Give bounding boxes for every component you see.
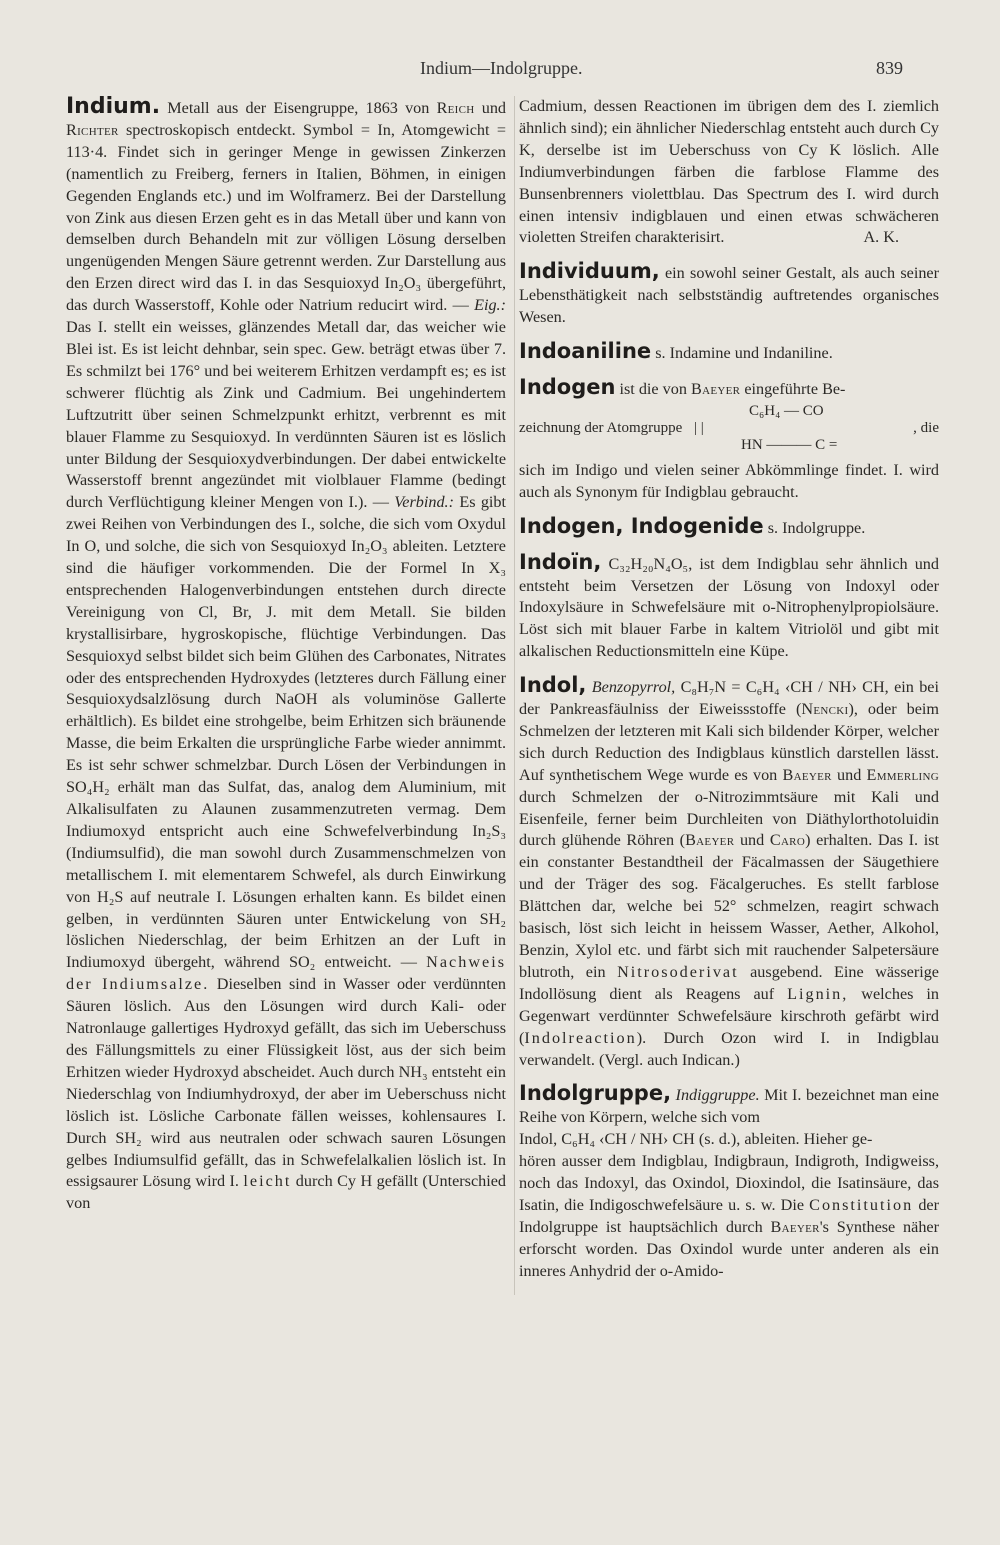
- text: durch Schmelzen der o-Nitrozimmtsäure mit Kali und Eisenfeile, ferner beim Durchleiten von Diäthylorthotoluidin durch glühende Röhren (: [519, 787, 939, 850]
- text: und: [734, 831, 770, 850]
- entry-individuum: [519, 261, 939, 329]
- formula-mid: [519, 420, 939, 437]
- formula: Indol, C₆H₄ ‹CH / NH› CH (s. d.), ableiten. Hieher ge-: [519, 1130, 873, 1149]
- entry-head-indolgruppe: Indolgruppe,: [519, 1081, 672, 1106]
- author-baeyer: Baeyer: [691, 379, 741, 398]
- entry-head-individuum: Individuum,: [519, 259, 660, 284]
- text: Das I. stellt ein weisses, glänzendes Metall dar, das weicher wie Blei ist. Es ist leicht dehnbar, sein spec. Gew. beträgt etwas über 7. Es schmilzt bei 176° und bei weiterem Erhitzen verdampft es; es ist schwerer flüchtig als Zink und Cadmium. Bei ungehindertem Luftzutritt über seinen Schmelzpunkt erhitzt, verbrennt es mit blauer Flamme zu Sesquioxyd. In verdünnten Säuren ist es löslich unter Bildung der Sesquioxydverbindungen. Der dabei entwickelte Wasserstoff brennt angezündet mit violblauer Flamme (bedingt durch Verflüchtigung kleiner Mengen von I.). —: [66, 318, 506, 512]
- entry-head-indogen: Indogen: [519, 374, 616, 399]
- entry-head-indium: Indium.: [66, 94, 161, 119]
- text: Mit I. bezeichnet man eine Reihe von Körpern, welche sich vom: [519, 1086, 939, 1127]
- entry-head-indol: Indol,: [519, 673, 587, 698]
- text: Es gibt zwei Reihen von Verbindungen des I., solche, die sich vom Oxydul In O, und solche, die sich von Sesquioxyd In₂O₃ ableiten. Letztere sind die häufiger vorkommenden. Die der Formel In X₃ entsprechenden Halogenverbindungen entstehen durch directe Vereinigung von Cl, Br, J. mit dem Metall. Sie bilden krystallisirbare, hygroskopische, flüchtige Verbindungen. Das Sesquioxyd selbst bildet sich beim Glühen des Carbonates, Nitrates oder des entsprechenden Hydroxydes (letzteres durch Fällung einer Sesquioxydsalzlösung durch NaOH als voluminöse Gallerte erhältlich). Es bildet eine strohgelbe, beim Erhitzen sich bräunende Masse, die beim Erkalten die ursprüngliche Farbe wieder annimmt. Es ist sehr schwer schmelzbar. Durch Lösen der Verbindungen in SO₄H₂ erhält man das Sulfat, das, analog dem Aluminium, mit Alkalisulfaten zu Alaunen zusammenzutreten vermag. Dem Indiumoxyd entspricht auch eine Schwefelverbindung In₂S₃ (Indiumsulfid), die man sowohl durch Zusammenschmelzen von metallischem I. mit elementarem Schwefel, als durch Einwirkung von H₂S auf neutrale I. Lösungen erhalten kann. Es bildet einen gelben, in verdünnten Säuren unter Entwickelung von SH₂ löslichen Niederschlag, der beim Erhitzen an der Luft in Indiumoxyd übergeht, während SO₂ entweicht. —: [66, 493, 506, 972]
- text: welches in Gegenwart verdünnter Schwefelsäure kirschroth gefärbt wird (: [519, 984, 939, 1047]
- label-eig: Eig.:: [474, 296, 506, 315]
- indogen-formula: [519, 403, 939, 454]
- entry-indol: [519, 675, 939, 1071]
- text: hören ausser dem Indigblau, Indigbraun, Indigroth, Indigweiss, noch das Indoxyl, das Oxindol, Dioxindol, die Isatinsäure, das Isatin, die Indigoschwefelsäure u. s. w. Die: [519, 1152, 939, 1214]
- word-lignin: Lignin,: [787, 984, 849, 1003]
- entry-indogen: [519, 374, 939, 504]
- alt-name: Indiggruppe.: [671, 1086, 760, 1105]
- word-constitution: Constitution: [809, 1195, 914, 1214]
- text: ). Durch Ozon wird I. in Indigblau verwandelt. (Vergl. auch Indican.): [519, 1028, 939, 1069]
- text: sich im Indigo und vielen seiner Abkömmlinge findet. I. wird auch als Synonym für Indigblau gebraucht.: [519, 460, 939, 501]
- text: zeichnung der Atomgruppe: [519, 419, 683, 436]
- text: , die: [913, 419, 939, 436]
- author-baeyer: Baeyer: [782, 765, 832, 784]
- text: eingeführte Be-: [740, 379, 846, 398]
- entry-indogenide: [519, 513, 939, 540]
- entry-head-indoin: Indoïn,: [519, 549, 602, 574]
- signature: A. K.: [863, 228, 899, 247]
- text: ist die von: [615, 379, 691, 398]
- entry-indolgruppe: [519, 1083, 939, 1282]
- page-number: 839: [876, 58, 903, 78]
- text: ein bei der Pankreasfäulniss der Eiweissstoffe (: [519, 678, 939, 719]
- text: s. Indolgruppe.: [763, 518, 866, 537]
- text: und: [474, 99, 507, 117]
- text: durch Cy H gefällt (Unterschied von: [66, 1172, 506, 1213]
- text: 's Synthese näher erforscht worden. Das Oxindol wurde unter anderen als ein inneres Anhydrid der o-Amido-: [519, 1217, 939, 1280]
- word-indolreaction: Indolreaction: [524, 1028, 637, 1047]
- text: ), oder beim Schmelzen der letzteren mit Kali sich bildender Körper, welcher sich durch Reduction des Indigblaus künstlich darstellen lässt. Auf synthetischem Wege wurde es von: [519, 700, 939, 784]
- page-title: Indium—Indolgruppe.: [420, 58, 583, 78]
- entry-head-indogenide: Indogen, Indogenide: [519, 513, 764, 538]
- left-column: [66, 96, 506, 1227]
- author-richter: Richter: [66, 120, 119, 139]
- formula: C₃₂H₂₀N₄O₅,: [601, 554, 693, 573]
- formula-bottom: HN ——— C =: [741, 436, 838, 453]
- author-emmerling: Emmerling: [866, 765, 939, 784]
- entry-indium: [66, 96, 506, 1215]
- entry-indium-continued: [519, 96, 939, 249]
- author-baeyer: Baeyer: [685, 831, 735, 850]
- entry-head-indoaniline: Indoaniline: [519, 339, 652, 364]
- author-reich: Reich: [436, 99, 475, 117]
- author-baeyer: Baeyer: [770, 1217, 820, 1236]
- author-caro: Caro: [769, 831, 806, 850]
- text: Dieselben sind in Wasser oder verdünnten Säuren löslich. Aus den Lösungen wird durch Kali- oder Natronlauge gallertiges Hydroxyd gefällt, das sich im Ueberschuss des Fällungsmittels zu einer Flüssigkeit löst, aus der sich beim Erhitzen wieder Hydroxyd abscheidet. Auch durch NH₃ entsteht ein Niederschlag von Indiumhydroxyd, der aber im Ueberschuss nicht löslich ist. Lösliche Carbonate fällen weisses, kohlensaures I. Durch SH₂ wird aus neutralen oder schwach sauren Lösungen gelbes Indiumsulfid gefällt, das in Schwefelalkalien löslich ist. In essigsaurer Lösung wird I.: [66, 975, 507, 1191]
- text: Cadmium, dessen Reactionen im übrigen dem des I. ziemlich ähnlich sind); ein ähnlicher Niederschlag entsteht auch durch Cy K, derselbe ist im Ueberschuss von Cy K löslich. Alle Indiumverbindungen färben die farblose Flamme des Bunsenbrenners violettblau. Das Spectrum des I. wird durch einen intensiv indigblauen und einen etwas schwächeren violetten Streifen charakterisirt.: [519, 97, 939, 247]
- label-nachweis: Nachweis der Indiumsalze.: [66, 953, 506, 994]
- text: spectroskopisch entdeckt. Symbol = In, Atomgewicht = 113·4. Findet sich in geringer Menge in gewissen Zinkerzen (namentlich zu Freiberg, ferners in Italien, Böhmen, in einigen Gegenden Englands etc.) und im Wolframerz. Bei der Darstellung von Zink aus diesen Erzen geht es in das Metall über und kann von demselben durch Behandeln mit zur völligen Lösung derselben ungenügenden Mengen Säure getrennt werden. Zur Darstellung aus den Erzen direct wird das I. in das Sesquioxyd In₂O₃ übergeführt, das durch Wasserstoff, Kohle oder Natrium reducirt wird. —: [66, 120, 506, 315]
- formula-bars: | |: [694, 419, 704, 436]
- word-leicht: leicht: [243, 1172, 292, 1191]
- word-nitrosoderivat: Nitrosoderivat: [617, 962, 739, 981]
- entry-indoaniline: [519, 341, 939, 365]
- text: ausgebend. Eine wässerige Indollösung dient als Reagens auf: [519, 962, 939, 1003]
- formula-top: C₆H₄ — CO: [749, 402, 824, 419]
- label-verbind: Verbind.:: [394, 493, 454, 512]
- text: ist dem Indigblau sehr ähnlich und entsteht beim Versetzen der Lösung von Indoxyl oder Indoxylsäure in Schwefelsäure mit o-Nitrophenylpropiolsäure. Löst sich mit blauer Farbe in kaltem Vitriolöl und gibt mit alkalischen Reductionsmitteln eine Küpe.: [519, 554, 939, 661]
- text: und: [831, 765, 867, 784]
- right-column: [514, 96, 939, 1295]
- alt-name: Benzopyrrol,: [586, 678, 676, 697]
- text: der Indolgruppe ist hauptsächlich durch: [519, 1195, 939, 1236]
- text: ) erhalten. Das I. ist ein constanter Bestandtheil der Fäcalmassen der Säugethiere und der Träger des sog. Fäcalgeruches. Es stellt farblose Blättchen dar, welche bei 52° schmelzen, reagirt schwach basisch, löst sich leicht in heissem Wasser, Aether, Alkohol, Benzin, Xylol etc. und färbt sich mit rauchender Salpetersäure blutroth, ein: [519, 831, 939, 981]
- text: Metall aus der Eisengruppe, 1863 von: [160, 99, 437, 117]
- formula: C₈H₇N = C₆H₄ ‹CH / NH› CH,: [675, 678, 889, 697]
- text: ein sowohl seiner Gestalt, als auch seiner Lebensthätigkeit nach selbstständig auftretendes organisches Wesen.: [519, 264, 939, 327]
- author-nencki: Nencki: [801, 700, 849, 719]
- entry-indoin: [519, 549, 939, 664]
- text: s. Indamine und Indaniline.: [651, 344, 833, 363]
